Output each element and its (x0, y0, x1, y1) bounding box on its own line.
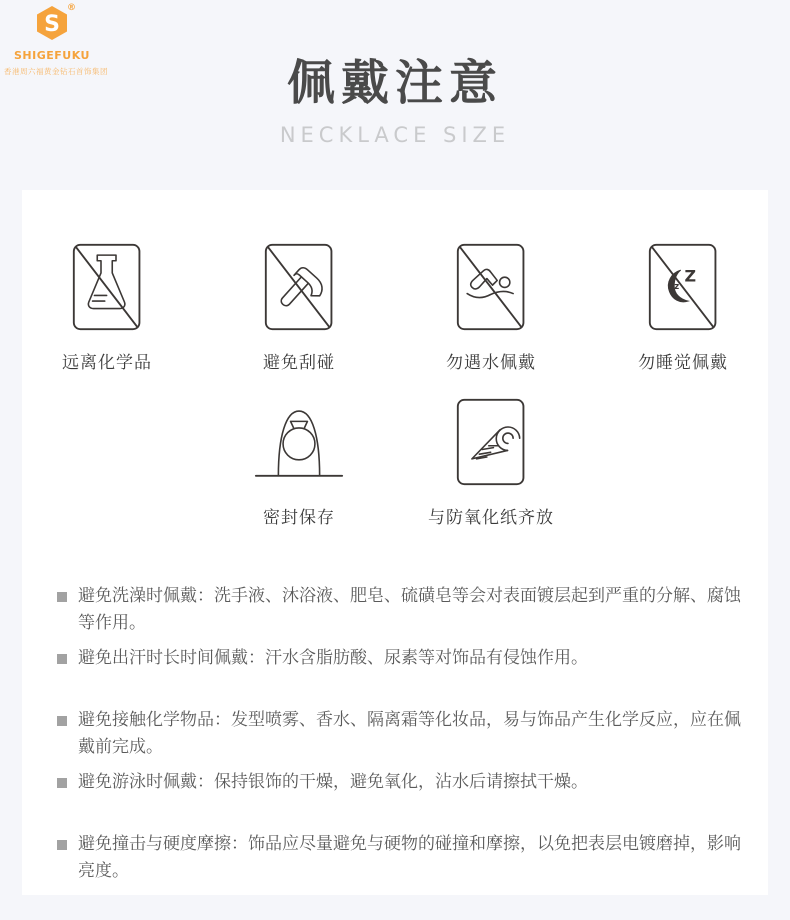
note-text: 避免撞击与硬度摩擦：饰品应尽量避免与硬物的碰撞和摩擦，以免把表层电镀磨掉，影响亮度。 (78, 834, 741, 881)
care-icon-label: 勿睡觉佩戴 (638, 353, 728, 373)
care-item-anti-oxidation-paper (416, 397, 566, 528)
brand-hexagon-s-icon (30, 5, 74, 41)
svg-text:S: S (44, 12, 60, 37)
no-sleep-icon (647, 242, 718, 332)
note-text: 避免游泳时佩戴：保持银饰的干燥，避免氧化，沾水后请擦拭干燥。 (78, 772, 588, 792)
bullet-square-icon (57, 778, 67, 788)
svg-text:Z: Z (684, 266, 697, 286)
note-text: 避免洗澡时佩戴：洗手液、沐浴液、肥皂、硫磺皂等会对表面镀层起到严重的分解、腐蚀等作用。 (78, 586, 741, 633)
anti-oxidation-paper-icon (455, 397, 526, 487)
note-text: 避免接触化学物品：发型喷雾、香水、隔离霜等化妆品，易与饰品产生化学反应，应在佩戴前完成。 (78, 710, 741, 757)
care-item-sealed-storage (224, 397, 374, 528)
care-icon-label: 远离化学品 (62, 353, 152, 373)
care-item-no-sleep (608, 242, 758, 373)
page-subtitle: NECKLACE SIZE (279, 123, 511, 147)
care-item-no-scratch (224, 242, 374, 373)
bullet-square-icon (57, 654, 67, 664)
care-item-no-water (416, 242, 566, 373)
sealed-storage-icon (254, 397, 344, 487)
no-water-icon (455, 242, 526, 332)
care-icon-label: 勿遇水佩戴 (446, 353, 536, 373)
care-icon-label: 与防氧化纸齐放 (428, 508, 554, 528)
bullet-square-icon (57, 716, 67, 726)
registered-mark: ® (67, 3, 76, 13)
brand-tagline: 香港周六福黄金钻石首饰集团 (4, 67, 108, 76)
brand-name: SHIGEFUKU (14, 49, 90, 62)
note-item (57, 583, 752, 645)
note-item (57, 645, 752, 707)
svg-text:z: z (674, 280, 680, 291)
no-chemicals-icon (71, 242, 142, 332)
page-header (0, 44, 790, 147)
content-card (22, 190, 768, 895)
care-icon-label: 密封保存 (263, 508, 335, 528)
note-item (57, 769, 752, 831)
page-title: 佩戴注意 (286, 55, 503, 111)
care-icon-grid (22, 242, 768, 528)
care-item-no-chemicals (32, 242, 182, 373)
bullet-square-icon (57, 592, 67, 602)
bullet-square-icon (57, 840, 67, 850)
note-text: 避免出汗时长时间佩戴：汗水含脂肪酸、尿素等对饰品有侵蚀作用。 (78, 648, 588, 668)
no-scratch-icon (263, 242, 334, 332)
note-item (57, 831, 752, 893)
care-notes-list (57, 583, 752, 893)
care-icon-label: 避免刮碰 (263, 353, 335, 373)
note-item (57, 707, 752, 769)
